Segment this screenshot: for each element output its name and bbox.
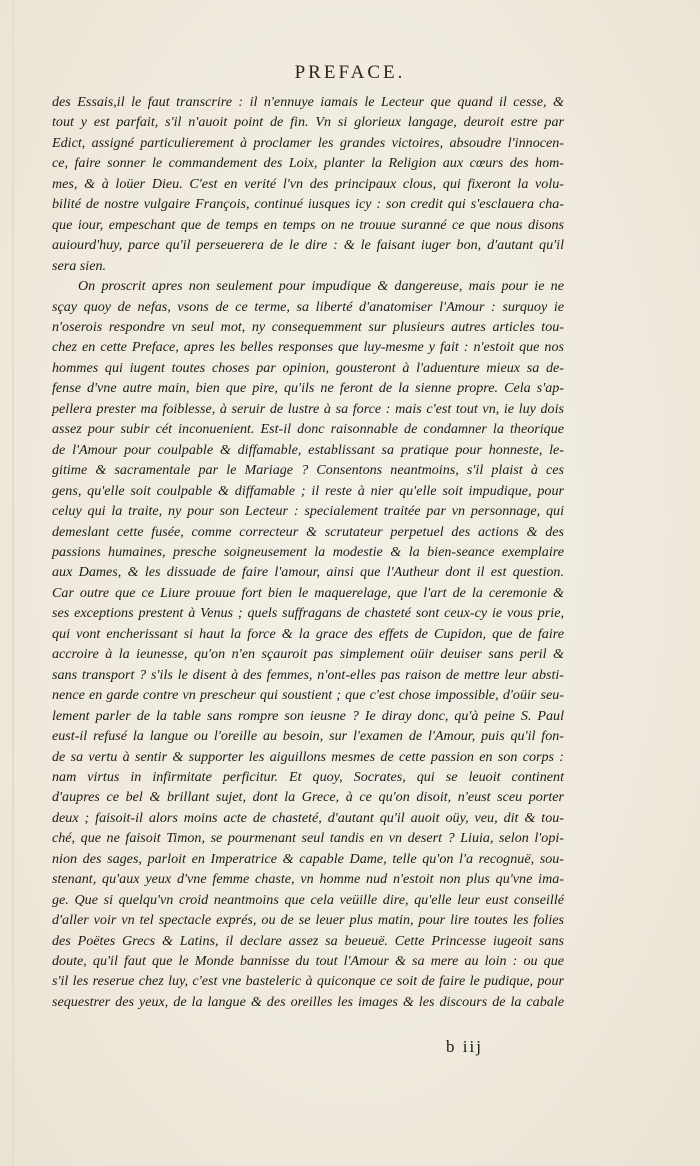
- text-line: fense d'vne autre main, bien que pire, qu'ils ne feront de la sienne propre. Cela s'ap-: [52, 380, 564, 397]
- text-line: pellera prester ma foiblesse, à seruir de lustre à sa force : mais c'est tout vn, ie luy dois: [52, 400, 564, 417]
- text-line: celuy qui la traite, ny pour son Lecteur : specialement traitée par vn personnage, qui: [52, 503, 564, 520]
- text-line: tout y est parfait, s'il n'auoit point de fin. Vn si glorieux langage, deuroit estre par: [52, 114, 564, 131]
- text-line: des Essais,il le faut transcrire : il n'ennuye iamais le Lecteur que quand il cesse, &: [52, 94, 564, 110]
- text-line: Edict, assigné particulierement à proclamer les grandes victoires, absoudre l'innocen-: [52, 134, 564, 151]
- text-line: ce, faire sonner le commandement des Loix, planter la Religion aux cœurs des hom-: [52, 155, 564, 172]
- text-line: auiourd'huy, parce qu'il perseuerera de le dire : & le faisant iuger bon, d'autant qu'il: [52, 237, 564, 254]
- text-line: stenant, qu'aux yeux d'vne femme chaste, vn homme nud n'estoit non plus qu'vne ima-: [52, 871, 564, 888]
- text-line: n'oserois respondre vn seul mot, ny consequemment sur plusieurs autres articles tou-: [52, 318, 564, 335]
- text-line: sans transport ? s'ils le disent à des femmes, n'ont-elles pas raison de mettre leur absti-: [52, 666, 564, 683]
- text-line: bilité de nostre vulgaire François, continué iusques icy : son credit qui s'esclauera cha-: [52, 196, 564, 213]
- text-line: deux ; faisoit-il alors moins acte de chasteté, d'autant qu'il auoit oüy, veu, dit & tou-: [52, 809, 564, 826]
- text-line: Car outre que ce Liure prouue fort bien le maquerelage, que l'art de la ceremonie &: [52, 584, 564, 601]
- text-line: chez en cette Preface, apres les belles responses que luy-mesme y fait : n'estoit que nos: [52, 339, 564, 356]
- text-line: mes, & à loüer Dieu. C'est en verité l'vn des principaux clous, qui fixeront la volu-: [52, 175, 564, 192]
- text-line: d'aupres ce bel & brillant sujet, dont la Grece, à ce qu'on disoit, n'eust sceu porter: [52, 789, 564, 806]
- text-line: demeslant cette fusée, comme correcteur & scrutateur perpetuel des actions & des: [52, 523, 564, 540]
- text-line: passions humaines, presche soigneusement la modestie & la bien-seance exemplaire: [52, 543, 564, 560]
- text-line: nam virtus in infirmitate perficitur. Et quoy, Socrates, qui se leuoit continent: [52, 768, 564, 785]
- running-head: PREFACE.: [294, 62, 406, 83]
- text-line: d'aller voir vn tel spectacle exprés, ou de se leuer plus matin, pour lire toutes les folies: [52, 912, 564, 929]
- text-line: nence en garde contre vn prescheur qui soustient ; que c'est chose impossible, d'oüir seu-: [52, 687, 564, 704]
- text-line: sera sien.: [52, 257, 107, 274]
- text-line: sçay quoy de nefas, vsons de ce terme, sa liberté d'anatomiser l'Amour : surquoy ie: [52, 298, 564, 315]
- body-text: [52, 92, 564, 1012]
- text-line: sequestrer des yeux, de la langue & des oreilles les images & les discours de la cabale: [52, 993, 564, 1010]
- text-line: que iour, empeschant que de temps en temps on ne trouue suranné ce que nous disons: [52, 216, 564, 233]
- text-line: On proscrit apres non seulement pour impudique & dangereuse, mais pour ie ne: [78, 278, 564, 295]
- signature-mark: b iij: [446, 1037, 483, 1056]
- text-line: qui vont encherissant si haut la force & la grace des effets de Cupidon, que de faire: [52, 625, 564, 642]
- text-line: ses exceptions prestent à Venus ; quels suffragans de chasteté sont ceux-cy ie vous prie,: [52, 605, 564, 622]
- text-line: des Poëtes Grecs & Latins, il declare assez sa beueuë. Cette Princesse iugeoit sans: [52, 932, 564, 949]
- text-line: accroire à la ieunesse, qu'on n'en sçauroit pas simplement oüir deuiser sans peril &: [52, 646, 564, 663]
- text-line: assez pour subir cét inconuenient. Est-il donc raisonnable de condamner la theorique: [52, 421, 564, 438]
- text-line: de sa vertu à sentir & supporter les aiguillons mesmes de cette passion en son corps :: [52, 748, 564, 765]
- text-line: eust-il refusé la langue ou l'oreille au besoin, sur l'examen de l'Amour, puis qu'il fon-: [52, 728, 564, 745]
- text-line: doute, qu'il faut que le Monde bannisse du tout l'Amour & sa mere au loin : ou que: [52, 953, 564, 970]
- text-line: ge. Que si quelqu'vn croid neantmoins que cela veüille dire, qu'elle leur eust conseillé: [52, 891, 564, 908]
- text-line: aux Dames, & les dissuade de faire l'amour, ainsi que l'Autheur dont il est question.: [52, 564, 564, 581]
- text-line: hommes qui iugent toutes choses par opinion, gousteront à l'aduenture mieux sa de-: [52, 359, 564, 376]
- text-line: nion des sages, parloit en Imperatrice & capable Dame, telle qu'on l'a recognuë, sou-: [52, 850, 564, 867]
- text-line: lement parler de la table sans rompre son ieusne ? Ie diray donc, qu'à peine S. Paul: [52, 707, 564, 724]
- text-line: gitime & sacramentale par le Mariage ? Consentons neantmoins, s'il plaist à ces: [52, 462, 564, 479]
- text-line: ché, que ne faisoit Timon, se pourmenant seul tandis en vn desert ? Liuia, selon l'opi-: [52, 830, 564, 847]
- text-line: s'il les reserue chez luy, c'est vne basteleric à quiconque ce soit de faire le pudique, pour: [52, 973, 564, 990]
- text-line: de l'Amour pour coulpable & diffamable, establissant sa pratique pour honneste, le-: [52, 441, 564, 458]
- text-line: gens, qu'elle soit coulpable & diffamable ; il reste à nier qu'elle soit impudique, pour: [52, 482, 564, 499]
- page-gutter-shadow: [12, 0, 14, 1166]
